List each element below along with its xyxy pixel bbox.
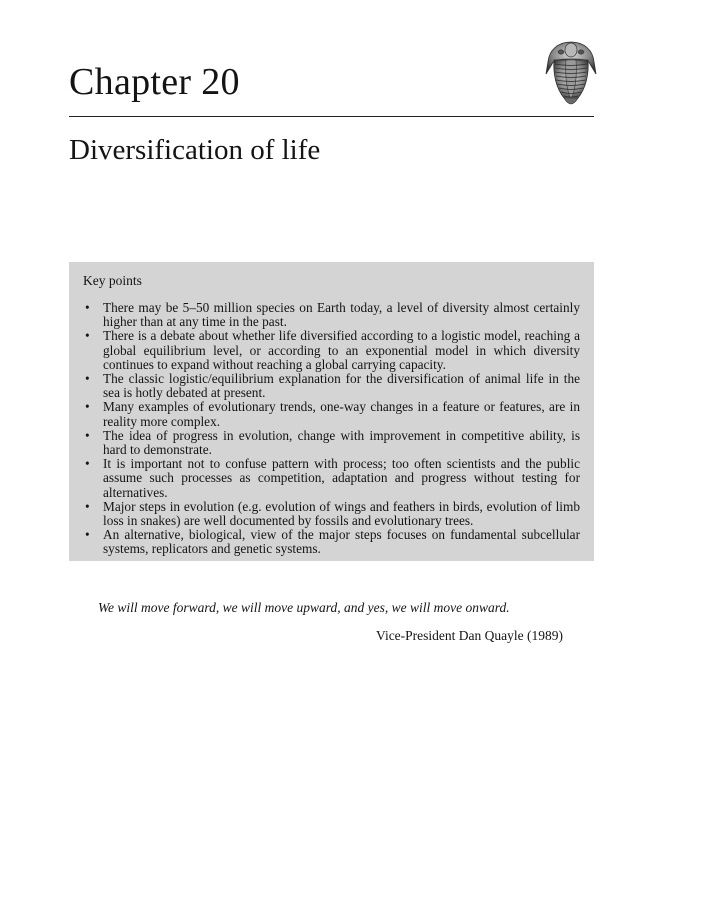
- key-point-item: [83, 528, 580, 556]
- bullet-icon: •: [85, 371, 90, 387]
- bullet-icon: •: [85, 456, 90, 472]
- bullet-icon: •: [85, 498, 90, 514]
- trilobite-icon: [544, 40, 598, 110]
- key-point-text: The idea of progress in evolution, change with improvement in competitive ability, is hard to demonstrate.: [103, 427, 580, 458]
- key-point-text: The classic logistic/equilibrium explanation for the diversification of animal life in the sea is hotly debated at present.: [103, 371, 580, 401]
- epigraph-quote: We will move forward, we will move upward, and yes, we will move onward.: [98, 600, 510, 615]
- key-point-item: [83, 429, 580, 457]
- bullet-icon: •: [85, 328, 90, 344]
- key-point-item: [83, 329, 580, 372]
- chapter-title: Chapter 20: [69, 61, 240, 103]
- key-point-item: [83, 500, 580, 528]
- key-point-item: [83, 301, 580, 329]
- key-point-text: There may be 5–50 million species on Earth today, a level of diversity almost certainly higher than at any time in the past.: [103, 300, 580, 330]
- key-point-text: It is important not to confuse pattern with process; too often scientists and the public assume such processes as competition, adaptation and progress without testing for alternatives.: [103, 456, 580, 500]
- key-point-text: Major steps in evolution (e.g. evolution of wings and feathers in birds, evolution of limb loss in snakes) are well documented by fossils and evolutionary trees.: [103, 498, 580, 529]
- key-point-item: [83, 457, 580, 500]
- bullet-icon: •: [85, 399, 90, 415]
- key-point-text: Many examples of evolutionary trends, one-way changes in a feature or features, are in reality more complex.: [103, 399, 580, 429]
- key-points-heading: Key points: [83, 273, 142, 288]
- key-point-item: [83, 372, 580, 400]
- chapter-subtitle: Diversification of life: [69, 134, 321, 166]
- title-rule: [69, 116, 594, 117]
- key-points-list: [83, 301, 580, 557]
- bullet-icon: •: [85, 427, 90, 443]
- key-point-item: [83, 400, 580, 428]
- key-point-text: There is a debate about whether life diversified according to a logistic model, reaching a global equilibrium level, or according to an exponential model in which diversity continues to expand without reaching a global carrying capacity.: [103, 328, 580, 372]
- key-point-text: An alternative, biological, view of the major steps focuses on fundamental subcellular systems, replicators and genetic systems.: [103, 527, 580, 557]
- bullet-icon: •: [85, 300, 90, 315]
- epigraph-attribution: Vice-President Dan Quayle (1989): [376, 628, 564, 643]
- bullet-icon: •: [85, 527, 90, 543]
- key-points-box: [69, 262, 594, 561]
